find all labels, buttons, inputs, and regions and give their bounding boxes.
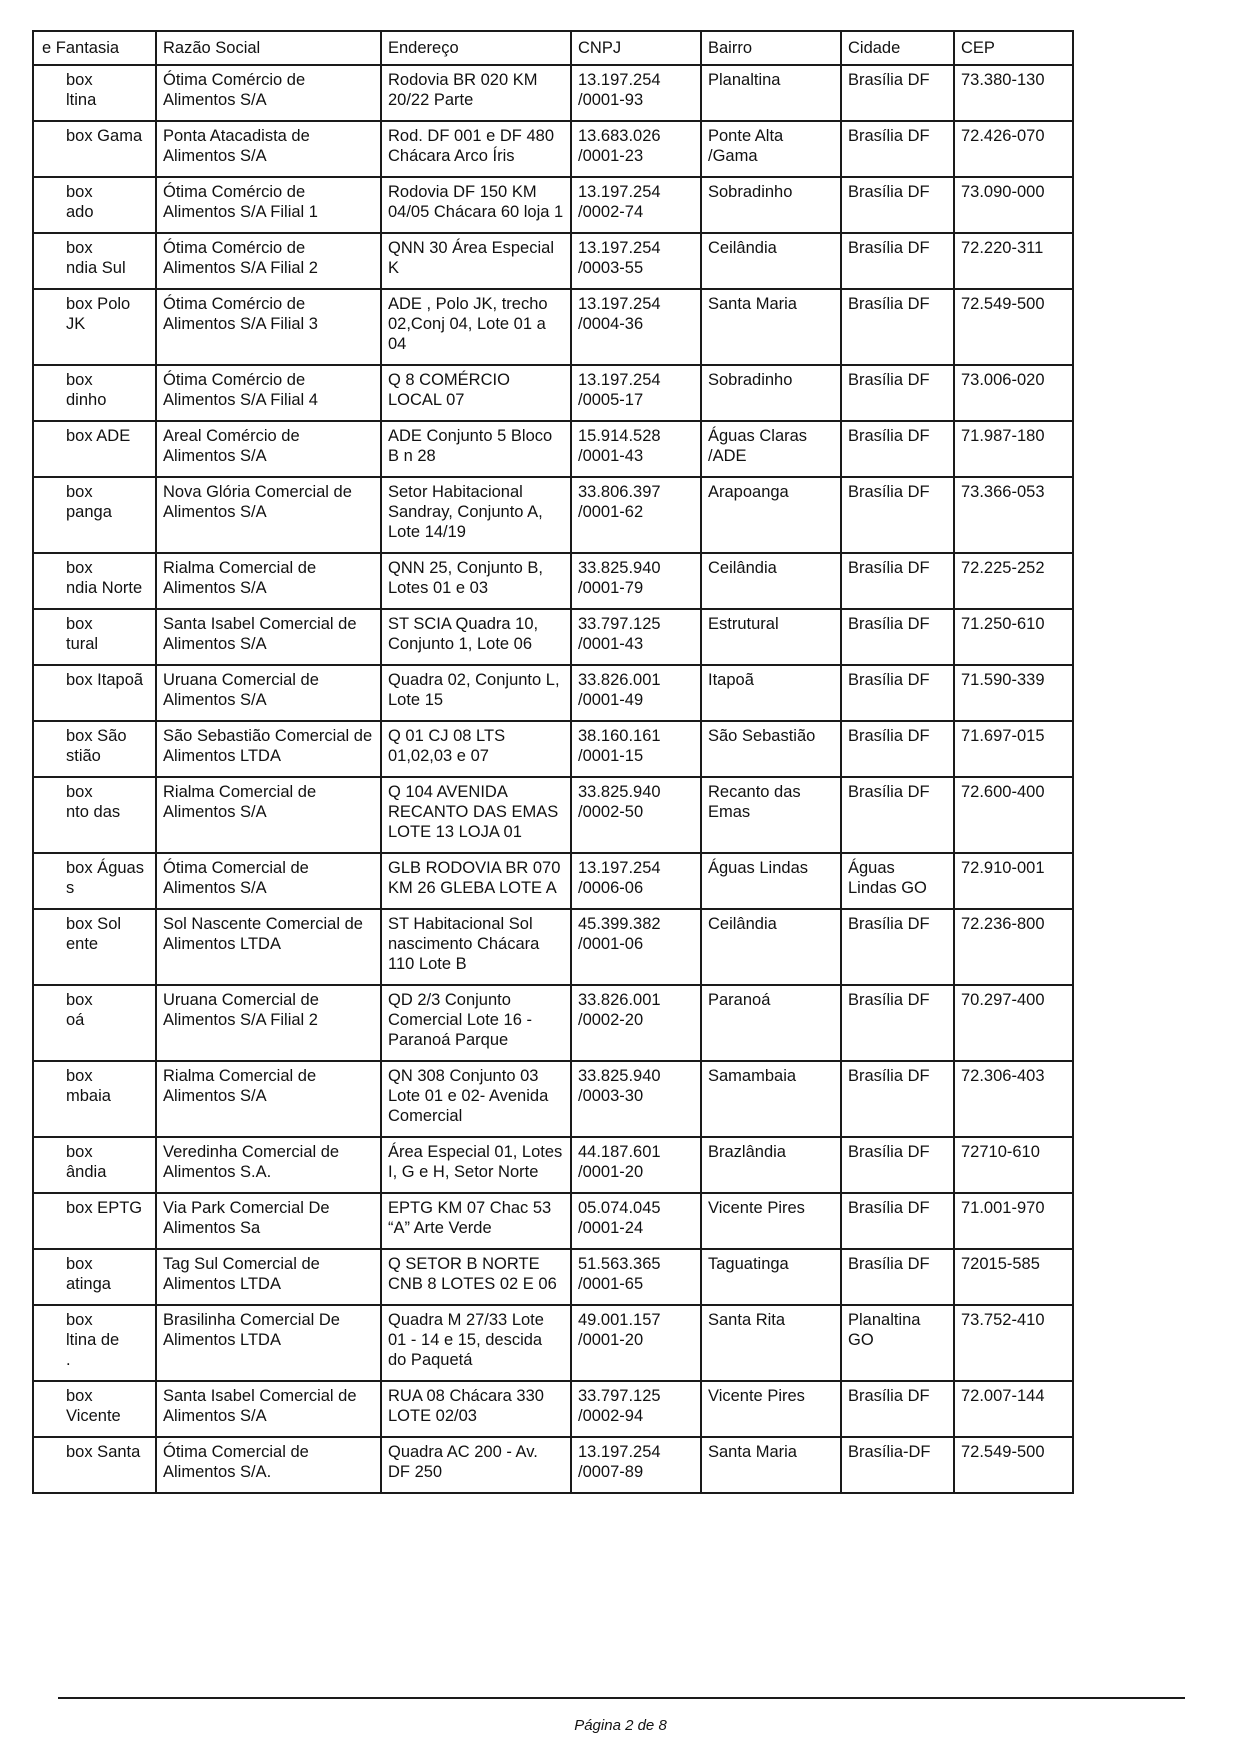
cell-cidade: Brasília DF (841, 65, 954, 121)
cell-bairro: Águas Lindas (701, 853, 841, 909)
cell-cep: 71.987-180 (954, 421, 1073, 477)
cell-cnpj: 13.197.254 /0006-06 (571, 853, 701, 909)
cell-cnpj: 49.001.157 /0001-20 (571, 1305, 701, 1381)
cell-nome-fantasia: box EPTG (33, 1193, 156, 1249)
cell-endereco: Quadra M 27/33 Lote 01 - 14 e 15, descida do Paquetá (381, 1305, 571, 1381)
cell-endereco: Q 104 AVENIDA RECANTO DAS EMAS LOTE 13 LOJA 01 (381, 777, 571, 853)
cell-nome-fantasia: box Vicente (33, 1381, 156, 1437)
cell-cnpj: 44.187.601 /0001-20 (571, 1137, 701, 1193)
cell-cidade: Brasília DF (841, 289, 954, 365)
cell-cep: 72.236-800 (954, 909, 1073, 985)
cell-nome-fantasia: box Polo JK (33, 289, 156, 365)
cell-cnpj: 33.825.940 /0001-79 (571, 553, 701, 609)
cell-cnpj: 51.563.365 /0001-65 (571, 1249, 701, 1305)
cell-cnpj: 13.197.254 /0004-36 (571, 289, 701, 365)
cell-cidade: Brasília-DF (841, 1437, 954, 1493)
table-header (33, 31, 1073, 65)
cell-cep: 71.590-339 (954, 665, 1073, 721)
table-row (33, 909, 1073, 985)
table-row (33, 553, 1073, 609)
cell-cidade: Brasília DF (841, 909, 954, 985)
table-row (33, 1381, 1073, 1437)
footer-divider (58, 1697, 1185, 1699)
cell-cnpj: 13.197.254 /0003-55 (571, 233, 701, 289)
cell-endereco: ST SCIA Quadra 10, Conjunto 1, Lote 06 (381, 609, 571, 665)
cell-cep: 72.220-311 (954, 233, 1073, 289)
cell-bairro: Ceilândia (701, 553, 841, 609)
header-row (33, 31, 1073, 65)
cell-nome-fantasia: box ndia Sul (33, 233, 156, 289)
cell-cep: 73.366-053 (954, 477, 1073, 553)
cell-bairro: Sobradinho (701, 177, 841, 233)
cell-nome-fantasia: box tural (33, 609, 156, 665)
cell-nome-fantasia: box panga (33, 477, 156, 553)
cell-cidade: Planaltina GO (841, 1305, 954, 1381)
cell-nome-fantasia: box Gama (33, 121, 156, 177)
cell-cidade: Brasília DF (841, 985, 954, 1061)
cell-cep: 73.006-020 (954, 365, 1073, 421)
cell-bairro: Ceilândia (701, 233, 841, 289)
cell-cep: 70.297-400 (954, 985, 1073, 1061)
cell-endereco: Q 8 COMÉRCIO LOCAL 07 (381, 365, 571, 421)
cell-razao-social: Ótima Comércio de Alimentos S/A Filial 3 (156, 289, 381, 365)
table-row (33, 609, 1073, 665)
cell-razao-social: Ótima Comercial de Alimentos S/A. (156, 1437, 381, 1493)
table-row (33, 1249, 1073, 1305)
cell-bairro: Sobradinho (701, 365, 841, 421)
cell-nome-fantasia: box ltina de . (33, 1305, 156, 1381)
cell-nome-fantasia: box Águas s (33, 853, 156, 909)
cell-endereco: QNN 25, Conjunto B, Lotes 01 e 03 (381, 553, 571, 609)
header-razao-social: Razão Social (156, 31, 381, 65)
cell-cidade: Brasília DF (841, 1381, 954, 1437)
cell-cnpj: 38.160.161 /0001-15 (571, 721, 701, 777)
cell-cep: 72.910-001 (954, 853, 1073, 909)
cell-nome-fantasia: box mbaia (33, 1061, 156, 1137)
table-row (33, 853, 1073, 909)
cell-cidade: Brasília DF (841, 665, 954, 721)
cell-cnpj: 33.826.001 /0001-49 (571, 665, 701, 721)
cell-nome-fantasia: box nto das (33, 777, 156, 853)
cell-bairro: Vicente Pires (701, 1193, 841, 1249)
table-row (33, 121, 1073, 177)
cell-cep: 72.600-400 (954, 777, 1073, 853)
cell-endereco: Q SETOR B NORTE CNB 8 LOTES 02 E 06 (381, 1249, 571, 1305)
cell-nome-fantasia: box ado (33, 177, 156, 233)
table-container (42, 30, 1072, 1494)
cell-bairro: Águas Claras /ADE (701, 421, 841, 477)
cell-cidade: Brasília DF (841, 1137, 954, 1193)
cell-bairro: Santa Rita (701, 1305, 841, 1381)
page-number: Página 2 de 8 (574, 1717, 667, 1734)
cell-bairro: São Sebastião (701, 721, 841, 777)
cell-nome-fantasia: box ândia (33, 1137, 156, 1193)
cell-cep: 73.090-000 (954, 177, 1073, 233)
cell-cidade: Brasília DF (841, 233, 954, 289)
cell-cnpj: 33.797.125 /0002-94 (571, 1381, 701, 1437)
table-row (33, 1305, 1073, 1381)
cell-nome-fantasia: box ADE (33, 421, 156, 477)
cell-endereco: GLB RODOVIA BR 070 KM 26 GLEBA LOTE A (381, 853, 571, 909)
cell-bairro: Recanto das Emas (701, 777, 841, 853)
cell-nome-fantasia: box oá (33, 985, 156, 1061)
cell-razao-social: Sol Nascente Comercial de Alimentos LTDA (156, 909, 381, 985)
cell-cidade: Brasília DF (841, 1249, 954, 1305)
cell-cidade: Brasília DF (841, 477, 954, 553)
header-cidade: Cidade (841, 31, 954, 65)
cell-cnpj: 13.197.254 /0005-17 (571, 365, 701, 421)
cell-razao-social: Areal Comércio de Alimentos S/A (156, 421, 381, 477)
cell-nome-fantasia: box dinho (33, 365, 156, 421)
cell-bairro: Arapoanga (701, 477, 841, 553)
cell-razao-social: Santa Isabel Comercial de Alimentos S/A (156, 609, 381, 665)
cell-cep: 73.380-130 (954, 65, 1073, 121)
cell-razao-social: Ótima Comercial de Alimentos S/A (156, 853, 381, 909)
cell-cidade: Brasília DF (841, 177, 954, 233)
cell-razao-social: Uruana Comercial de Alimentos S/A (156, 665, 381, 721)
cell-bairro: Estrutural (701, 609, 841, 665)
cell-nome-fantasia: box atinga (33, 1249, 156, 1305)
cell-cep: 72.306-403 (954, 1061, 1073, 1137)
table-row (33, 233, 1073, 289)
cell-cidade: Brasília DF (841, 721, 954, 777)
cell-bairro: Ponte Alta /Gama (701, 121, 841, 177)
cell-cnpj: 45.399.382 /0001-06 (571, 909, 701, 985)
cell-endereco: Setor Habitacional Sandray, Conjunto A, Lote 14/19 (381, 477, 571, 553)
cell-cnpj: 33.825.940 /0002-50 (571, 777, 701, 853)
header-nome-fantasia: e Fantasia (33, 31, 156, 65)
cell-cnpj: 13.197.254 /0002-74 (571, 177, 701, 233)
table-row (33, 65, 1073, 121)
table-row (33, 985, 1073, 1061)
table-row (33, 289, 1073, 365)
header-endereco: Endereço (381, 31, 571, 65)
cell-razao-social: Via Park Comercial De Alimentos Sa (156, 1193, 381, 1249)
cell-razao-social: Ótima Comércio de Alimentos S/A Filial 1 (156, 177, 381, 233)
cell-nome-fantasia: box São stião (33, 721, 156, 777)
cell-cep: 72.225-252 (954, 553, 1073, 609)
stores-table (32, 30, 1074, 1494)
cell-razao-social: Rialma Comercial de Alimentos S/A (156, 553, 381, 609)
cell-endereco: RUA 08 Chácara 330 LOTE 02/03 (381, 1381, 571, 1437)
cell-endereco: Q 01 CJ 08 LTS 01,02,03 e 07 (381, 721, 571, 777)
cell-razao-social: Ótima Comércio de Alimentos S/A Filial 4 (156, 365, 381, 421)
cell-razao-social: Ótima Comércio de Alimentos S/A Filial 2 (156, 233, 381, 289)
cell-razao-social: São Sebastião Comercial de Alimentos LTDA (156, 721, 381, 777)
cell-bairro: Paranoá (701, 985, 841, 1061)
cell-nome-fantasia: box ndia Norte (33, 553, 156, 609)
cell-cep: 72.426-070 (954, 121, 1073, 177)
header-bairro: Bairro (701, 31, 841, 65)
table-row (33, 365, 1073, 421)
cell-cidade: Brasília DF (841, 777, 954, 853)
cell-cnpj: 13.197.254 /0007-89 (571, 1437, 701, 1493)
cell-razao-social: Rialma Comercial de Alimentos S/A (156, 777, 381, 853)
header-cep: CEP (954, 31, 1073, 65)
cell-cnpj: 33.825.940 /0003-30 (571, 1061, 701, 1137)
cell-bairro: Vicente Pires (701, 1381, 841, 1437)
cell-nome-fantasia: box Itapoã (33, 665, 156, 721)
table-row (33, 665, 1073, 721)
cell-cep: 72015-585 (954, 1249, 1073, 1305)
cell-bairro: Santa Maria (701, 289, 841, 365)
cell-razao-social: Tag Sul Comercial de Alimentos LTDA (156, 1249, 381, 1305)
cell-bairro: Planaltina (701, 65, 841, 121)
cell-cep: 72.007-144 (954, 1381, 1073, 1437)
cell-cnpj: 05.074.045 /0001-24 (571, 1193, 701, 1249)
cell-cidade: Brasília DF (841, 1193, 954, 1249)
cell-razao-social: Brasilinha Comercial De Alimentos LTDA (156, 1305, 381, 1381)
table-row (33, 1137, 1073, 1193)
cell-endereco: Área Especial 01, Lotes I, G e H, Setor Norte (381, 1137, 571, 1193)
cell-endereco: Quadra 02, Conjunto L, Lote 15 (381, 665, 571, 721)
cell-cep: 71.001-970 (954, 1193, 1073, 1249)
table-row (33, 1437, 1073, 1493)
cell-cnpj: 33.797.125 /0001-43 (571, 609, 701, 665)
cell-razao-social: Santa Isabel Comercial de Alimentos S/A (156, 1381, 381, 1437)
cell-cidade: Brasília DF (841, 121, 954, 177)
cell-cnpj: 33.826.001 /0002-20 (571, 985, 701, 1061)
cell-endereco: QN 308 Conjunto 03 Lote 01 e 02- Avenida Comercial (381, 1061, 571, 1137)
cell-endereco: ADE , Polo JK, trecho 02,Conj 04, Lote 01 a 04 (381, 289, 571, 365)
cell-cep: 73.752-410 (954, 1305, 1073, 1381)
cell-cnpj: 13.683.026 /0001-23 (571, 121, 701, 177)
table-row (33, 1061, 1073, 1137)
cell-cnpj: 13.197.254 /0001-93 (571, 65, 701, 121)
cell-cnpj: 33.806.397 /0001-62 (571, 477, 701, 553)
cell-cep: 72.549-500 (954, 1437, 1073, 1493)
cell-endereco: QD 2/3 Conjunto Comercial Lote 16 - Paranoá Parque (381, 985, 571, 1061)
cell-cidade: Brasília DF (841, 365, 954, 421)
cell-bairro: Brazlândia (701, 1137, 841, 1193)
cell-bairro: Ceilândia (701, 909, 841, 985)
cell-cep: 71.697-015 (954, 721, 1073, 777)
cell-endereco: ST Habitacional Sol nascimento Chácara 110 Lote B (381, 909, 571, 985)
cell-cep: 72710-610 (954, 1137, 1073, 1193)
cell-bairro: Taguatinga (701, 1249, 841, 1305)
table-row (33, 421, 1073, 477)
cell-endereco: EPTG KM 07 Chac 53 “A” Arte Verde (381, 1193, 571, 1249)
cell-nome-fantasia: box Sol ente (33, 909, 156, 985)
table-row (33, 777, 1073, 853)
cell-endereco: ADE Conjunto 5 Bloco B n 28 (381, 421, 571, 477)
cell-cidade: Brasília DF (841, 1061, 954, 1137)
table-row (33, 721, 1073, 777)
cell-endereco: Rodovia DF 150 KM 04/05 Chácara 60 loja 1 (381, 177, 571, 233)
cell-nome-fantasia: box ltina (33, 65, 156, 121)
cell-endereco: Rod. DF 001 e DF 480 Chácara Arco Íris (381, 121, 571, 177)
cell-bairro: Samambaia (701, 1061, 841, 1137)
cell-endereco: QNN 30 Área Especial K (381, 233, 571, 289)
cell-razao-social: Ponta Atacadista de Alimentos S/A (156, 121, 381, 177)
cell-cep: 71.250-610 (954, 609, 1073, 665)
cell-nome-fantasia: box Santa (33, 1437, 156, 1493)
cell-cep: 72.549-500 (954, 289, 1073, 365)
cell-cidade: Brasília DF (841, 609, 954, 665)
cell-bairro: Santa Maria (701, 1437, 841, 1493)
cell-endereco: Quadra AC 200 - Av. DF 250 (381, 1437, 571, 1493)
cell-razao-social: Uruana Comercial de Alimentos S/A Filial 2 (156, 985, 381, 1061)
table-row (33, 177, 1073, 233)
table-row (33, 477, 1073, 553)
cell-razao-social: Veredinha Comercial de Alimentos S.A. (156, 1137, 381, 1193)
table-row (33, 1193, 1073, 1249)
cell-razao-social: Rialma Comercial de Alimentos S/A (156, 1061, 381, 1137)
cell-razao-social: Ótima Comércio de Alimentos S/A (156, 65, 381, 121)
cell-cidade: Brasília DF (841, 553, 954, 609)
cell-razao-social: Nova Glória Comercial de Alimentos S/A (156, 477, 381, 553)
table-body (33, 65, 1073, 1493)
cell-bairro: Itapoã (701, 665, 841, 721)
cell-cnpj: 15.914.528 /0001-43 (571, 421, 701, 477)
header-cnpj: CNPJ (571, 31, 701, 65)
cell-cidade: Águas Lindas GO (841, 853, 954, 909)
cell-endereco: Rodovia BR 020 KM 20/22 Parte (381, 65, 571, 121)
cell-cidade: Brasília DF (841, 421, 954, 477)
